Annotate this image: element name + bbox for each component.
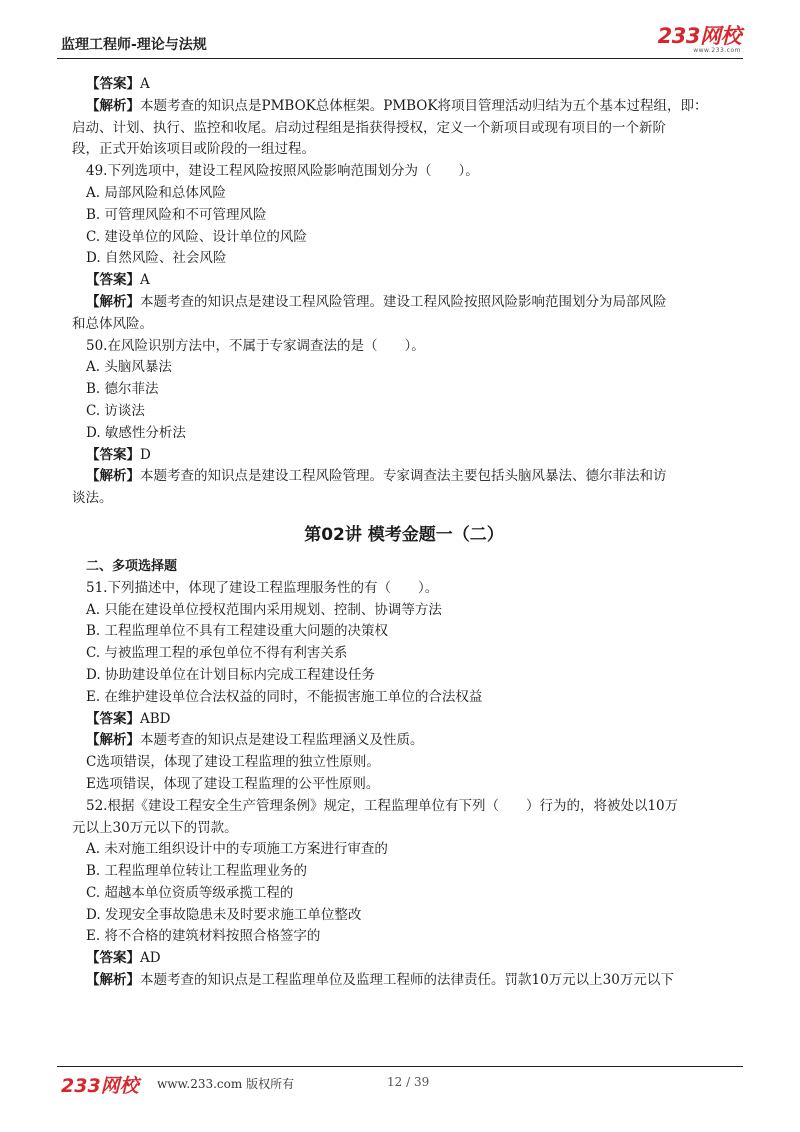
page-header [57, 26, 743, 59]
answer-option: C. 与被监理工程的承包单位不得有利害关系 [86, 645, 348, 662]
answer-option: D. 协助建设单位在计划目标内完成工程建设任务 [86, 666, 375, 683]
answer-option: D. 发现安全事故隐患未及时要求施工单位整改 [86, 906, 362, 923]
subsection-heading: 二、多项选择题 [86, 558, 178, 574]
page-footer [57, 1066, 743, 1097]
paragraph-label: 【解析】 [86, 732, 140, 749]
answer-option: A. 局部风险和总体风险 [86, 184, 226, 201]
question-stem: 50.在风险识别方法中，不属于专家调查法的是（ ）。 [86, 337, 425, 354]
answer-option: E. 将不合格的建筑材料按照合格签字的 [86, 928, 321, 945]
analysis-paragraph [72, 970, 736, 992]
document-body [72, 74, 736, 992]
answer-value: A [140, 272, 150, 289]
analysis-paragraph [72, 96, 736, 161]
section-title: 第02讲 模考金题一（二） [304, 524, 504, 545]
answer-option: D. 自然风险、社会风险 [86, 250, 227, 267]
answer-option: B. 可管理风险和不可管理风险 [86, 206, 267, 223]
analysis-paragraph [72, 466, 736, 510]
answer-option: C选项错误，体现了建设工程监理的独立性原则。 [86, 754, 380, 771]
paragraph-label: 【答案】 [86, 446, 140, 463]
footer-logo: 233网校 [61, 1075, 139, 1097]
question-stem [72, 796, 736, 840]
page-number: 12 / 39 [387, 1075, 430, 1089]
answer-option: B. 工程监理单位转让工程监理业务的 [86, 863, 308, 880]
brand-logo[interactable] [658, 26, 741, 55]
paragraph-text: 和总体风险。 [72, 315, 153, 332]
answer-option: B. 德尔菲法 [86, 381, 159, 398]
question-stem-line: 52.根据《建设工程安全生产管理条例》规定，工程监理单位有下列（ ）行为的，将被处以10万 [86, 797, 679, 814]
answer-option: A. 未对施工组织设计中的专项施工方案进行审查的 [86, 841, 388, 858]
footer-copyright: www.233.com 版权所有 [157, 1077, 295, 1091]
paragraph-text: 启动、计划、执行、监控和收尾。启动过程组是指获得授权，定义一个新项目或现有项目的一个新阶 [72, 119, 666, 136]
answer-option: E. 在维护建设单位合法权益的同时，不能损害施工单位的合法权益 [86, 688, 483, 705]
answer-paragraph [72, 948, 736, 970]
answer-option: A. 只能在建设单位授权范围内采用规划、控制、协调等方法 [86, 601, 442, 618]
paragraph-label: 【解析】 [86, 972, 140, 989]
answer-value: A [140, 76, 150, 92]
answer-paragraph [72, 445, 736, 467]
answer-option: B. 工程监理单位不具有工程建设重大问题的决策权 [86, 623, 389, 640]
answer-paragraph [72, 74, 736, 96]
answer-option: C. 建设单位的风险、设计单位的风险 [86, 228, 307, 245]
paragraph-label: 【解析】 [86, 97, 140, 114]
question-stem: 49.下列选项中，建设工程风险按照风险影响范围划分为（ ）。 [86, 163, 479, 180]
answer-paragraph [72, 270, 736, 292]
logo-wordmark: 233网校 [657, 24, 741, 48]
answer-value: D [140, 446, 151, 463]
logo-url: www.233.com [693, 47, 741, 54]
paragraph-text: 本题考查的知识点是建设工程风险管理。建设工程风险按照风险影响范围划分为局部风险 [140, 293, 667, 310]
paragraph-label: 【答案】 [86, 272, 140, 289]
paragraph-text: 本题考查的知识点是建设工程监理涵义及性质。 [140, 732, 424, 749]
paragraph-label: 【解析】 [86, 468, 140, 485]
analysis-paragraph [72, 292, 736, 336]
question-stem: 51.下列描述中，体现了建设工程监理服务性的有（ ）。 [86, 579, 439, 596]
answer-option: E选项错误，体现了建设工程监理的公平性原则。 [86, 775, 380, 792]
answer-option: C. 访谈法 [86, 402, 145, 419]
answer-paragraph [72, 709, 736, 731]
answer-value: ABD [140, 710, 171, 727]
paragraph-text: 本题考查的知识点是工程监理单位及监理工程师的法律责任。罚款10万元以上30万元以下 [140, 972, 674, 989]
answer-option: D. 敏感性分析法 [86, 424, 186, 441]
analysis-paragraph [72, 730, 736, 752]
header-title: 监理工程师-理论与法规 [61, 37, 207, 53]
paragraph-text: 本题考查的知识点是PMBOK总体框架。PMBOK将项目管理活动归结为五个基本过程组，即： [140, 97, 708, 114]
paragraph-label: 【答案】 [86, 950, 140, 967]
answer-value: AD [140, 950, 161, 967]
paragraph-label: 【答案】 [86, 76, 140, 92]
answer-option: C. 超越本单位资质等级承揽工程的 [86, 884, 294, 901]
paragraph-label: 【解析】 [86, 293, 140, 310]
paragraph-text: 段，正式开始该项目或阶段的一组过程。 [72, 141, 315, 158]
paragraph-label: 【答案】 [86, 710, 140, 727]
answer-option: A. 头脑风暴法 [86, 359, 172, 376]
question-stem-line: 元以上30万元以下的罚款。 [72, 819, 238, 836]
paragraph-text: 本题考查的知识点是建设工程风险管理。专家调查法主要包括头脑风暴法、德尔菲法和访 [140, 468, 667, 485]
paragraph-text: 谈法。 [72, 490, 113, 507]
